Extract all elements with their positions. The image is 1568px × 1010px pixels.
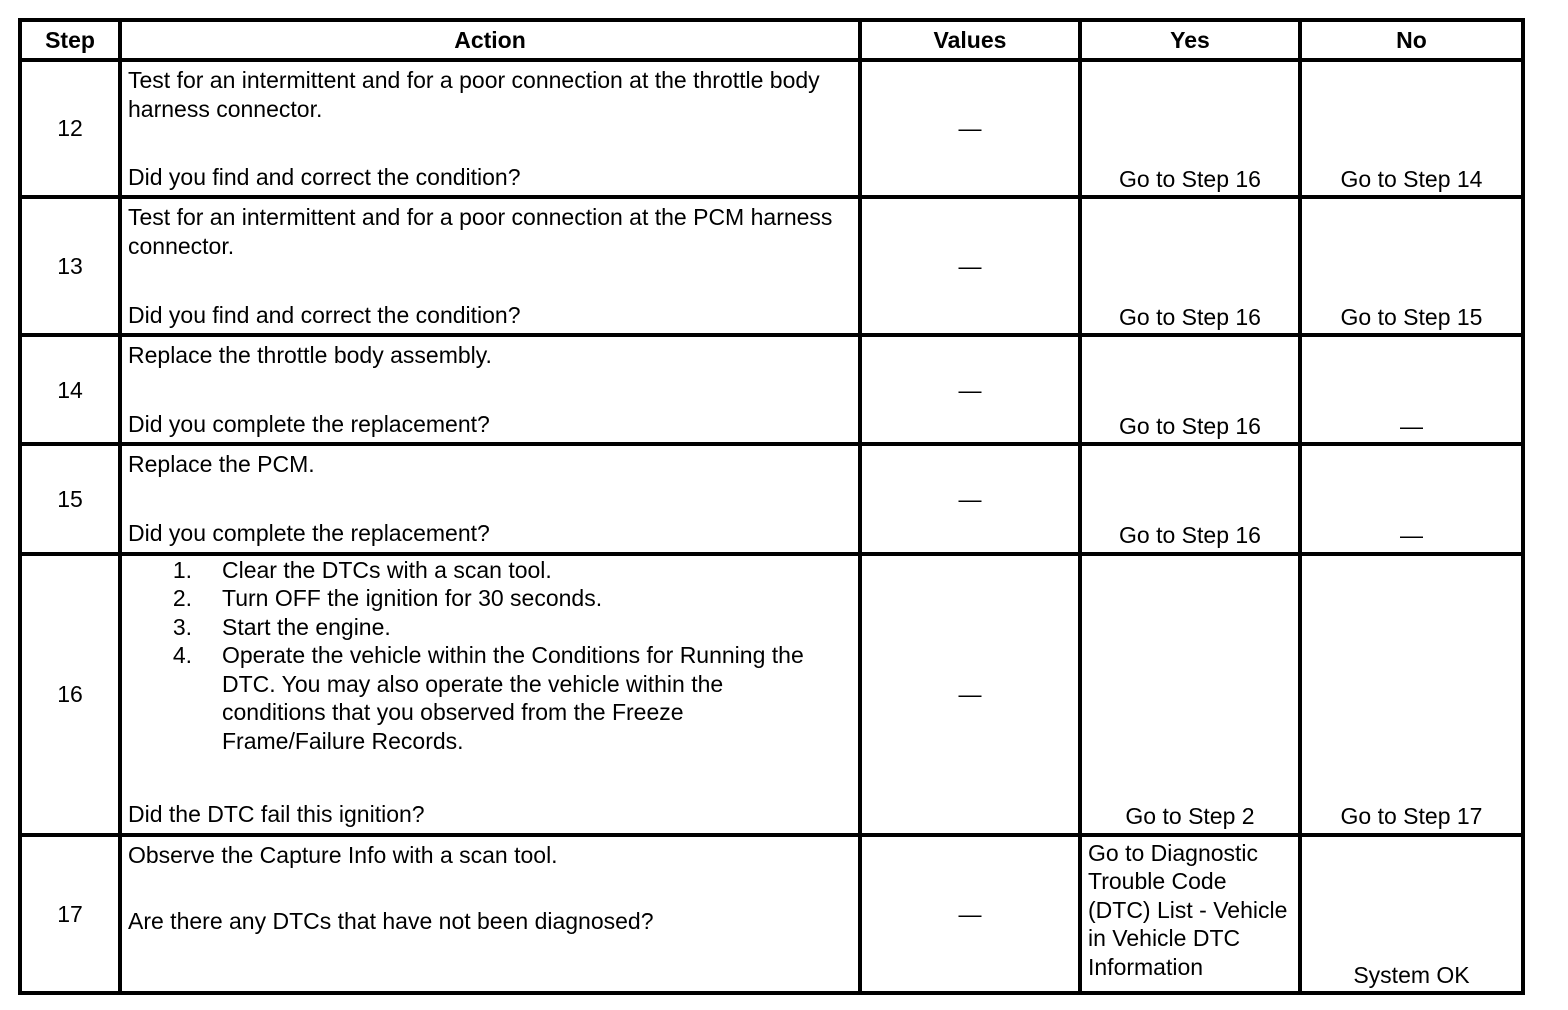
action-question: Did you find and correct the condition?	[128, 163, 521, 190]
no-cell: Go to Step 14	[1300, 60, 1523, 197]
action-text: Test for an intermittent and for a poor connection at the PCM harness connector.	[128, 204, 833, 259]
table-row	[20, 60, 1523, 197]
action-question: Did the DTC fail this ignition?	[128, 801, 425, 828]
step-number: 12	[20, 60, 120, 197]
no-cell: Go to Step 17	[1300, 554, 1523, 835]
list-item: 1. Clear the DTCs with a scan tool.	[172, 556, 552, 583]
action-text: Observe the Capture Info with a scan tool.	[128, 841, 558, 868]
procedure-list	[122, 556, 858, 756]
action-question: Are there any DTCs that have not been diagnosed?	[128, 908, 654, 935]
table-row	[20, 197, 1523, 335]
action-cell	[120, 60, 860, 197]
yes-cell: Go to Step 16	[1080, 444, 1300, 553]
table-header-row	[20, 20, 1523, 60]
header-step: Step	[20, 20, 120, 60]
list-item: 3. Start the engine.	[172, 613, 391, 640]
table-row	[20, 444, 1523, 553]
no-cell: Go to Step 15	[1300, 197, 1523, 335]
step-number: 14	[20, 335, 120, 444]
values-cell: —	[860, 335, 1080, 444]
step-number: 17	[20, 835, 120, 993]
step-number: 13	[20, 197, 120, 335]
action-question: Did you complete the replacement?	[128, 520, 490, 546]
yes-cell: Go to Step 16	[1080, 60, 1300, 197]
step-number: 16	[20, 554, 120, 835]
action-text: Replace the PCM.	[128, 451, 315, 478]
header-no: No	[1300, 20, 1523, 60]
no-cell: —	[1300, 444, 1523, 553]
action-cell	[120, 335, 860, 444]
header-yes: Yes	[1080, 20, 1300, 60]
table-row	[20, 835, 1523, 993]
yes-cell: Go to Step 16	[1080, 197, 1300, 335]
table-row	[20, 554, 1523, 835]
values-cell: —	[860, 444, 1080, 553]
action-cell	[120, 197, 860, 335]
action-cell	[120, 835, 860, 993]
yes-cell: Go to Diagnostic Trouble Code (DTC) List - Vehicle in Vehicle DTC Information	[1080, 835, 1300, 993]
table-row	[20, 335, 1523, 444]
no-cell: —	[1300, 335, 1523, 444]
no-cell: System OK	[1300, 835, 1523, 993]
values-cell: —	[860, 197, 1080, 335]
list-item: 2. Turn OFF the ignition for 30 seconds.	[172, 585, 603, 611]
yes-cell: Go to Step 16	[1080, 335, 1300, 444]
values-cell: —	[860, 554, 1080, 835]
values-cell: —	[860, 835, 1080, 993]
header-action: Action	[120, 20, 860, 60]
list-item: 4. Operate the vehicle within the Conditions for Running the DTC. You may also operate the vehicle within the conditions that you observed from the Freeze Frame/Failure Records.	[172, 642, 804, 754]
yes-cell: Go to Step 2	[1080, 554, 1300, 835]
action-cell	[120, 554, 860, 835]
action-cell	[120, 444, 860, 553]
action-question: Did you complete the replacement?	[128, 410, 490, 437]
step-number: 15	[20, 444, 120, 553]
action-text: Replace the throttle body assembly.	[128, 342, 492, 369]
action-text: Test for an intermittent and for a poor connection at the throttle body harness connector.	[128, 67, 820, 122]
header-values: Values	[860, 20, 1080, 60]
values-cell: —	[860, 60, 1080, 197]
diagnostic-table	[18, 18, 1525, 995]
action-question: Did you find and correct the condition?	[128, 301, 521, 328]
